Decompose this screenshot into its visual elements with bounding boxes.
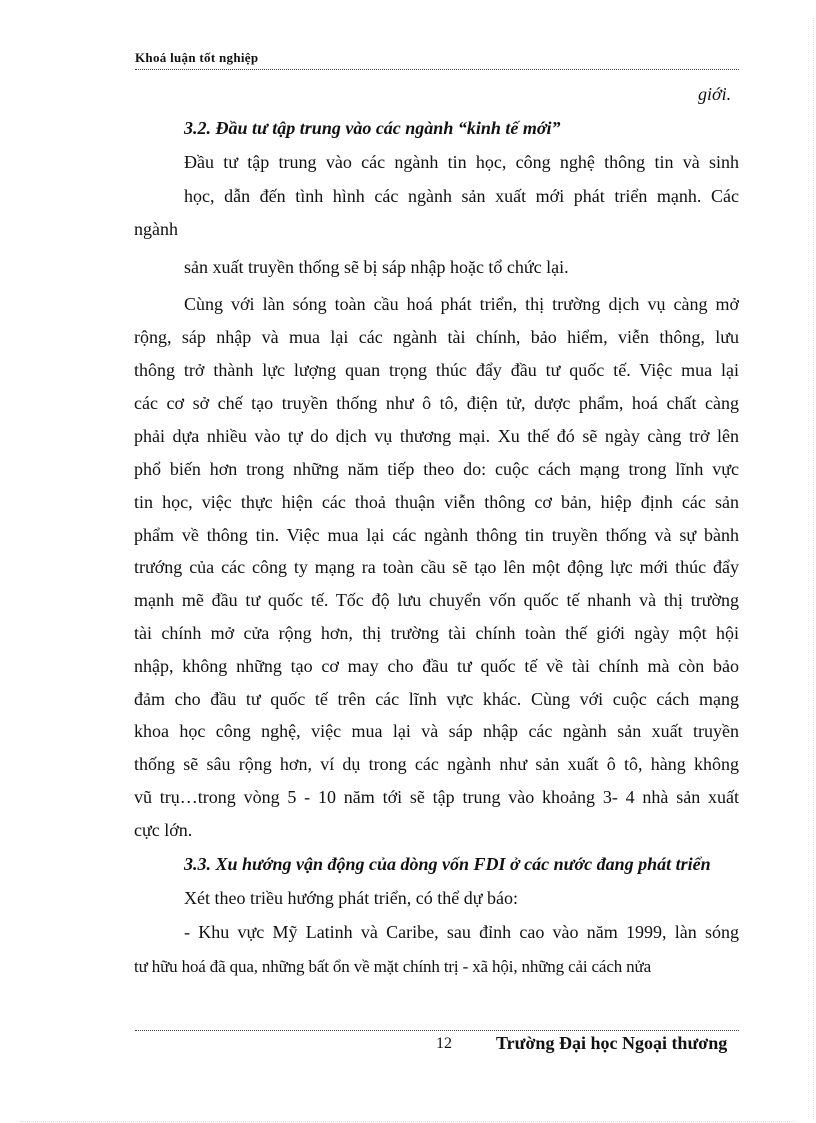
- paragraph-line: đảm cho đầu tư quốc tế trên các lĩnh vực khác. Cùng với cuộc cách mạng: [134, 689, 739, 709]
- paragraph-line: thống sẽ sâu rộng hơn, ví dụ trong các ngành như sản xuất ô tô, hàng không: [134, 754, 739, 774]
- paragraph-line: phẩm về thông tin. Việc mua lại các ngành thông tin truyền thống và sự bành: [134, 525, 739, 545]
- paragraph-line: tư hữu hoá đã qua, những bất ổn về mặt chính trị - xã hội, những cải cách nửa: [134, 957, 651, 976]
- paragraph-line: Xét theo triều hướng phát triển, có thể dự báo:: [184, 888, 518, 908]
- page-number: 12: [436, 1035, 452, 1052]
- header-rule: [135, 69, 739, 70]
- paragraph-line: tài chính mở cửa rộng hơn, thị trường tài chính toàn thế giới ngày một hội: [134, 623, 739, 643]
- footer-school-name: Trường Đại học Ngoại thương: [496, 1033, 728, 1053]
- page-edge-dots: [813, 18, 814, 1119]
- section-heading-3-3: 3.3. Xu hướng vận động của dòng vốn FDI ở các nước đang phát triển: [184, 854, 711, 874]
- footer-rule: [135, 1030, 739, 1031]
- page-bottom-dots: [20, 1121, 796, 1122]
- paragraph-line: - Khu vực Mỹ Latinh và Caribe, sau đỉnh cao vào năm 1999, làn sóng: [184, 922, 739, 942]
- paragraph-line: Đầu tư tập trung vào các ngành tin học, công nghệ thông tin và sinh: [184, 152, 739, 172]
- paragraph-line: nhập, không những tạo cơ may cho đầu tư quốc tế về tài chính mà còn bảo: [134, 656, 739, 676]
- paragraph-line: học, dẫn đến tình hình các ngành sản xuất mới phát triển mạnh. Các: [184, 186, 739, 206]
- paragraph-line: rộng, sáp nhập và mua lại các ngành tài chính, bảo hiểm, viễn thông, lưu: [134, 327, 739, 347]
- paragraph-line: mạnh mẽ đầu tư quốc tế. Tốc độ lưu chuyển vốn quốc tế nhanh và thị trường: [134, 590, 739, 610]
- section-heading-3-2: 3.2. Đầu tư tập trung vào các ngành “kinh tế mới”: [184, 118, 561, 138]
- paragraph-line: khoa học công nghệ, việc mua lại và sáp nhập các ngành sản xuất truyền: [134, 721, 739, 741]
- paragraph-line: vũ trụ…trong vòng 5 - 10 năm tới sẽ tập trung vào khoảng 3- 4 nhà sản xuất: [134, 787, 739, 807]
- paragraph-line: thông trở thành lực lượng quan trọng thúc đẩy đầu tư quốc tế. Việc mua lại: [134, 360, 739, 380]
- paragraph-line: trướng của các công ty mạng ra toàn cầu sẽ tạo lên một động lực mới thúc đẩy: [134, 557, 739, 577]
- paragraph-line: tin học, việc thực hiện các thoả thuận viễn thông cơ bản, hiệp định các sản: [134, 492, 739, 512]
- running-header: Khoá luận tốt nghiệp: [135, 50, 259, 65]
- paragraph-line: phổ biến hơn trong những năm tiếp theo do: cuộc cách mạng trong lĩnh vực: [134, 459, 739, 479]
- paragraph-line: sản xuất truyền thống sẽ bị sáp nhập hoặc tổ chức lại.: [184, 257, 569, 277]
- paragraph-line: cực lớn.: [134, 820, 193, 840]
- paragraph-line: phải dựa nhiều vào tự do dịch vụ thương mại. Xu thế đó sẽ ngày càng trở lên: [134, 426, 739, 446]
- carry-over-word: giới.: [698, 84, 732, 104]
- paragraph-line: Cùng với làn sóng toàn cầu hoá phát triển, thị trường dịch vụ càng mở: [184, 294, 739, 314]
- paragraph-line: các cơ sở chế tạo truyền thống như ô tô, điện tử, dược phẩm, hoá chất càng: [134, 393, 739, 413]
- paragraph-line: ngành: [134, 219, 178, 239]
